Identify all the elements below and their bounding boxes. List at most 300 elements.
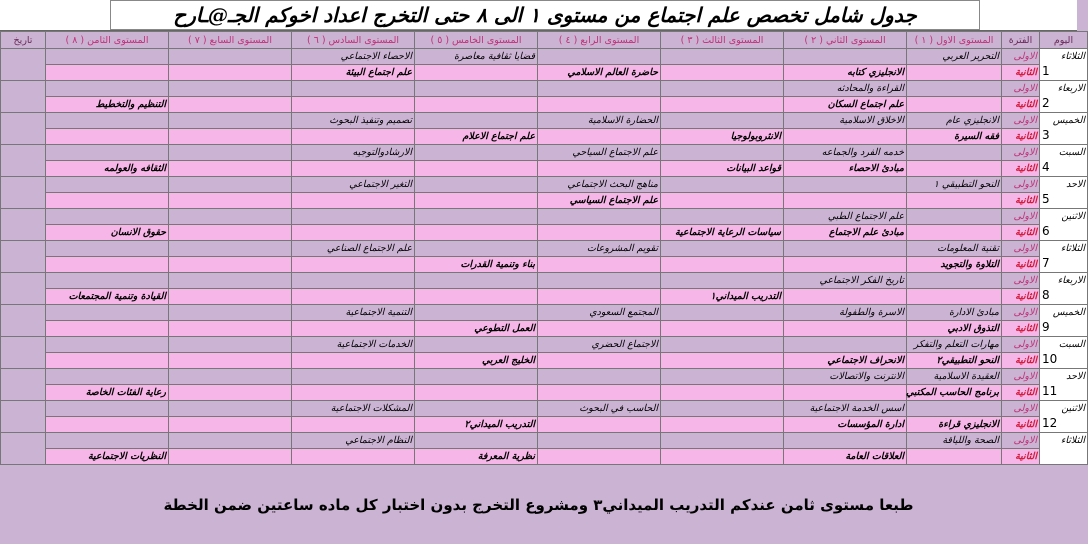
course-cell-level-7: [169, 449, 292, 465]
course-cell-level-2: القراءة والمحادثه: [784, 81, 907, 97]
course-cell-level-6: النظام الاجتماعي: [292, 433, 415, 449]
day-cell: [1040, 145, 1088, 177]
course-cell-level-8: [46, 273, 169, 289]
course-cell-level-3: [661, 257, 784, 273]
course-cell-level-7: [169, 337, 292, 353]
course-cell-level-8: [46, 337, 169, 353]
day-cell: [1040, 433, 1088, 465]
course-cell-level-7: [169, 65, 292, 81]
schedule-row: [1, 49, 1088, 65]
course-cell-level-1: النحو التطبيقي٢: [907, 353, 1002, 369]
course-cell-level-4: [538, 385, 661, 401]
course-cell-level-4: [538, 321, 661, 337]
day-cell: [1040, 81, 1088, 113]
course-cell-level-7: [169, 209, 292, 225]
course-cell-level-1: [907, 81, 1002, 97]
course-cell-level-7: [169, 257, 292, 273]
course-cell-level-2: [784, 321, 907, 337]
course-cell-level-2: الانجليزي كتابه: [784, 65, 907, 81]
course-cell-level-7: [169, 113, 292, 129]
course-cell-level-2: اسس الخدمة الاجتماعية: [784, 401, 907, 417]
course-cell-level-2: [784, 129, 907, 145]
course-cell-level-6: الخدمات الاجتماعية: [292, 337, 415, 353]
course-cell-level-5: التدريب الميداني٢: [415, 417, 538, 433]
course-cell-level-6: [292, 129, 415, 145]
schedule-row: [1, 193, 1088, 209]
day-number: 9: [1042, 320, 1050, 334]
schedule-row: [1, 321, 1088, 337]
course-cell-level-1: فقه السيرة: [907, 129, 1002, 145]
course-cell-level-1: الصحة واللياقة: [907, 433, 1002, 449]
schedule-row: [1, 65, 1088, 81]
course-cell-level-4: [538, 225, 661, 241]
period-first: الاولى: [1002, 81, 1040, 97]
period-second: الثانية: [1002, 289, 1040, 305]
course-cell-level-5: علم اجتماع الاعلام: [415, 129, 538, 145]
date-cell: [1, 273, 46, 305]
date-cell: [1, 337, 46, 369]
course-cell-level-1: برنامج الحاسب المكتبي: [907, 385, 1002, 401]
course-cell-level-2: [784, 49, 907, 65]
course-cell-level-3: [661, 369, 784, 385]
header-date: تاريخ: [1, 32, 46, 49]
course-cell-level-1: [907, 225, 1002, 241]
course-cell-level-6: [292, 321, 415, 337]
period-first: الاولى: [1002, 145, 1040, 161]
course-cell-level-2: الاسرة والطفولة: [784, 305, 907, 321]
course-cell-level-5: [415, 65, 538, 81]
period-second: الثانية: [1002, 449, 1040, 465]
schedule-row: [1, 177, 1088, 193]
course-cell-level-6: الارشادوالتوجيه: [292, 145, 415, 161]
day-number: 1: [1042, 64, 1050, 78]
course-cell-level-7: [169, 129, 292, 145]
course-cell-level-5: نظرية المعرفة: [415, 449, 538, 465]
course-cell-level-7: [169, 97, 292, 113]
course-cell-level-8: النظريات الاجتماعية: [46, 449, 169, 465]
course-cell-level-6: [292, 417, 415, 433]
course-cell-level-5: [415, 113, 538, 129]
course-cell-level-2: مبادئ علم الاجتماع: [784, 225, 907, 241]
course-cell-level-6: [292, 81, 415, 97]
course-cell-level-4: [538, 49, 661, 65]
course-cell-level-3: [661, 49, 784, 65]
day-name: الاثنين: [1061, 403, 1085, 414]
course-cell-level-1: [907, 161, 1002, 177]
course-cell-level-3: [661, 337, 784, 353]
day-cell: [1040, 337, 1088, 369]
course-cell-level-8: [46, 49, 169, 65]
course-cell-level-4: [538, 273, 661, 289]
course-cell-level-3: [661, 193, 784, 209]
date-cell: [1, 369, 46, 401]
period-first: الاولى: [1002, 177, 1040, 193]
period-first: الاولى: [1002, 273, 1040, 289]
schedule-row: [1, 97, 1088, 113]
course-cell-level-5: [415, 97, 538, 113]
day-cell: [1040, 369, 1088, 401]
course-cell-level-2: [784, 241, 907, 257]
schedule-row: [1, 113, 1088, 129]
course-cell-level-4: [538, 257, 661, 273]
course-cell-level-7: [169, 321, 292, 337]
course-cell-level-4: الحضارة الاسلامية: [538, 113, 661, 129]
header-row: [1, 32, 1088, 49]
course-cell-level-3: التدريب الميداني١: [661, 289, 784, 305]
course-cell-level-7: [169, 401, 292, 417]
course-cell-level-6: [292, 369, 415, 385]
course-cell-level-4: الاجتماع الحضري: [538, 337, 661, 353]
period-second: الثانية: [1002, 225, 1040, 241]
date-cell: [1, 305, 46, 337]
course-cell-level-3: [661, 321, 784, 337]
course-cell-level-2: [784, 433, 907, 449]
day-name: الخميس: [1052, 115, 1085, 126]
period-second: الثانية: [1002, 321, 1040, 337]
period-second: الثانية: [1002, 417, 1040, 433]
course-cell-level-1: [907, 209, 1002, 225]
course-cell-level-5: [415, 273, 538, 289]
course-cell-level-7: [169, 241, 292, 257]
day-number: 8: [1042, 288, 1050, 302]
course-cell-level-6: [292, 97, 415, 113]
footer-note: طبعا مستوى ثامن عندكم التدريب الميداني٣ ومشروع التخرج بدون اختبار كل ماده ساعتين ضمن الخطة: [163, 496, 914, 514]
period-second: الثانية: [1002, 65, 1040, 81]
course-cell-level-2: [784, 289, 907, 305]
course-cell-level-4: علم الاجتماع السياحي: [538, 145, 661, 161]
course-cell-level-1: [907, 193, 1002, 209]
course-cell-level-2: الانترنت والاتصالات: [784, 369, 907, 385]
header-day: اليوم: [1040, 32, 1088, 49]
course-cell-level-3: سياسات الرعاية الاجتماعية: [661, 225, 784, 241]
course-cell-level-7: [169, 161, 292, 177]
course-cell-level-7: [169, 433, 292, 449]
course-cell-level-5: العمل التطوعي: [415, 321, 538, 337]
course-cell-level-1: التذوق الادبي: [907, 321, 1002, 337]
date-cell: [1, 49, 46, 81]
course-cell-level-6: [292, 161, 415, 177]
course-cell-level-1: التلاوة والتجويد: [907, 257, 1002, 273]
period-first: الاولى: [1002, 305, 1040, 321]
schedule-row: [1, 209, 1088, 225]
period-second: الثانية: [1002, 257, 1040, 273]
course-cell-level-6: [292, 385, 415, 401]
day-cell: [1040, 241, 1088, 273]
header-level-2: المستوى الثاني ( ٢ ): [784, 32, 907, 49]
course-cell-level-5: [415, 401, 538, 417]
day-name: الثلاثاء: [1060, 51, 1085, 62]
day-name: الاثنين: [1061, 211, 1085, 222]
course-cell-level-6: [292, 209, 415, 225]
course-cell-level-3: قواعد البيانات: [661, 161, 784, 177]
day-cell: [1040, 49, 1088, 81]
date-cell: [1, 177, 46, 209]
course-cell-level-5: قضايا ثقافية معاصرة: [415, 49, 538, 65]
day-name: الاحد: [1066, 179, 1085, 190]
course-cell-level-8: [46, 433, 169, 449]
course-cell-level-5: [415, 369, 538, 385]
course-cell-level-4: [538, 289, 661, 305]
course-cell-level-2: [784, 177, 907, 193]
course-cell-level-7: [169, 289, 292, 305]
course-cell-level-4: المجتمع السعودي: [538, 305, 661, 321]
course-cell-level-5: [415, 305, 538, 321]
course-cell-level-4: [538, 129, 661, 145]
schedule-row: [1, 225, 1088, 241]
course-cell-level-8: [46, 417, 169, 433]
course-cell-level-4: حاضرة العالم الاسلامي: [538, 65, 661, 81]
course-cell-level-2: الانحراف الاجتماعي: [784, 353, 907, 369]
day-number: 12: [1042, 416, 1058, 430]
schedule-row: [1, 241, 1088, 257]
course-cell-level-5: [415, 433, 538, 449]
course-cell-level-7: [169, 177, 292, 193]
course-cell-level-2: علم الاجتماع الطبي: [784, 209, 907, 225]
header-level-3: المستوى الثالث ( ٣ ): [661, 32, 784, 49]
course-cell-level-7: [169, 273, 292, 289]
course-cell-level-6: [292, 353, 415, 369]
course-cell-level-8: [46, 177, 169, 193]
period-first: الاولى: [1002, 241, 1040, 257]
day-number: 6: [1042, 224, 1050, 238]
course-cell-level-1: [907, 289, 1002, 305]
course-cell-level-8: الثقافه والعولمه: [46, 161, 169, 177]
day-number: 10: [1042, 352, 1058, 366]
schedule-row: [1, 273, 1088, 289]
schedule-row: [1, 289, 1088, 305]
day-name: الاربعاء: [1057, 83, 1085, 94]
period-second: الثانية: [1002, 161, 1040, 177]
course-cell-level-6: التنمية الاجتماعية: [292, 305, 415, 321]
schedule-row: [1, 417, 1088, 433]
course-cell-level-3: الانثروبولوجيا: [661, 129, 784, 145]
course-cell-level-3: [661, 385, 784, 401]
course-cell-level-1: مبادئ الادارة: [907, 305, 1002, 321]
course-cell-level-6: الاحصاء الاجتماعي: [292, 49, 415, 65]
course-cell-level-4: علم الاجتماع السياسي: [538, 193, 661, 209]
course-cell-level-5: [415, 225, 538, 241]
period-second: الثانية: [1002, 129, 1040, 145]
course-cell-level-4: [538, 81, 661, 97]
day-number: 3: [1042, 128, 1050, 142]
schedule-row: [1, 161, 1088, 177]
course-cell-level-8: التنظيم والتخطيط: [46, 97, 169, 113]
day-name: الخميس: [1052, 307, 1085, 318]
course-cell-level-7: [169, 417, 292, 433]
date-cell: [1, 433, 46, 465]
day-name: الاربعاء: [1057, 275, 1085, 286]
course-cell-level-8: [46, 145, 169, 161]
course-cell-level-8: [46, 209, 169, 225]
course-cell-level-5: [415, 385, 538, 401]
course-cell-level-4: [538, 161, 661, 177]
course-cell-level-8: [46, 369, 169, 385]
header-level-7: المستوى السابع ( ٧ ): [169, 32, 292, 49]
date-cell: [1, 113, 46, 145]
course-cell-level-3: [661, 97, 784, 113]
course-cell-level-1: [907, 273, 1002, 289]
period-second: الثانية: [1002, 385, 1040, 401]
course-cell-level-1: تقنية المعلومات: [907, 241, 1002, 257]
period-second: الثانية: [1002, 353, 1040, 369]
course-cell-level-8: [46, 113, 169, 129]
day-cell: [1040, 209, 1088, 241]
course-cell-level-5: الخليج العربي: [415, 353, 538, 369]
course-cell-level-6: [292, 273, 415, 289]
page-title: جدول شامل تخصص علم اجتماع من مستوى ١ الى ٨ حتى التخرج اعداد اخوكم الجـ@ـارح: [173, 3, 917, 27]
course-cell-level-2: تاريخ الفكر الاجتماعي: [784, 273, 907, 289]
schedule-body: [1, 49, 1088, 465]
course-cell-level-5: [415, 161, 538, 177]
schedule-row: [1, 433, 1088, 449]
course-cell-level-3: [661, 113, 784, 129]
course-cell-level-6: [292, 193, 415, 209]
course-cell-level-4: [538, 97, 661, 113]
course-cell-level-8: القيادة وتنمية المجتمعات: [46, 289, 169, 305]
course-cell-level-6: علم اجتماع البيئة: [292, 65, 415, 81]
course-cell-level-7: [169, 193, 292, 209]
header-level-1: المستوى الاول ( ١ ): [907, 32, 1002, 49]
date-cell: [1, 209, 46, 241]
course-cell-level-8: [46, 193, 169, 209]
course-cell-level-3: [661, 433, 784, 449]
course-cell-level-2: علم اجتماع السكان: [784, 97, 907, 113]
course-cell-level-7: [169, 49, 292, 65]
header-level-5: المستوى الخامس ( ٥ ): [415, 32, 538, 49]
schedule-row: [1, 353, 1088, 369]
schedule-row: [1, 401, 1088, 417]
day-name: السبت: [1058, 339, 1085, 350]
period-first: الاولى: [1002, 369, 1040, 385]
period-first: الاولى: [1002, 337, 1040, 353]
day-name: الاحد: [1066, 371, 1085, 382]
day-cell: [1040, 177, 1088, 209]
course-cell-level-6: [292, 449, 415, 465]
course-cell-level-8: [46, 65, 169, 81]
footer: [0, 490, 1077, 544]
course-cell-level-1: [907, 97, 1002, 113]
course-cell-level-6: علم الاجتماع الصناعي: [292, 241, 415, 257]
course-cell-level-3: [661, 401, 784, 417]
course-cell-level-1: التحرير العربي: [907, 49, 1002, 65]
course-cell-level-6: التغير الاجتماعي: [292, 177, 415, 193]
course-cell-level-8: [46, 81, 169, 97]
course-cell-level-5: [415, 241, 538, 257]
course-cell-level-8: [46, 305, 169, 321]
course-cell-level-8: [46, 321, 169, 337]
day-number: 4: [1042, 160, 1050, 174]
course-cell-level-1: مهارات التعلم والتفكر: [907, 337, 1002, 353]
course-cell-level-3: [661, 65, 784, 81]
course-cell-level-5: [415, 81, 538, 97]
schedule-row: [1, 257, 1088, 273]
course-cell-level-1: النحو التطبيقي ١: [907, 177, 1002, 193]
course-cell-level-7: [169, 305, 292, 321]
day-name: الثلاثاء: [1060, 435, 1085, 446]
header-level-4: المستوى الرابع ( ٤ ): [538, 32, 661, 49]
day-cell: [1040, 401, 1088, 433]
date-cell: [1, 241, 46, 273]
period-first: الاولى: [1002, 209, 1040, 225]
course-cell-level-8: [46, 241, 169, 257]
schedule-row: [1, 369, 1088, 385]
course-cell-level-4: [538, 353, 661, 369]
course-cell-level-7: [169, 353, 292, 369]
course-cell-level-5: [415, 193, 538, 209]
course-cell-level-4: [538, 449, 661, 465]
course-cell-level-6: المشكلات الاجتماعية: [292, 401, 415, 417]
course-cell-level-5: [415, 337, 538, 353]
course-cell-level-6: [292, 289, 415, 305]
course-cell-level-2: مبادئ الاحصاء: [784, 161, 907, 177]
date-cell: [1, 145, 46, 177]
schedule-table: [0, 31, 1088, 465]
course-cell-level-5: [415, 145, 538, 161]
day-number: 7: [1042, 256, 1050, 270]
course-cell-level-2: العلاقات العامة: [784, 449, 907, 465]
title-box: [110, 0, 980, 30]
course-cell-level-8: [46, 129, 169, 145]
course-cell-level-5: بناء وتنمية القدرات: [415, 257, 538, 273]
course-cell-level-3: [661, 241, 784, 257]
schedule-row: [1, 385, 1088, 401]
header-level-6: المستوى السادس ( ٦ ): [292, 32, 415, 49]
schedule-row: [1, 145, 1088, 161]
course-cell-level-2: ادارة المؤسسات: [784, 417, 907, 433]
course-cell-level-7: [169, 145, 292, 161]
course-cell-level-8: [46, 401, 169, 417]
course-cell-level-8: حقوق الانسان: [46, 225, 169, 241]
course-cell-level-7: [169, 81, 292, 97]
course-cell-level-6: تصميم وتنفيذ البحوث: [292, 113, 415, 129]
period-second: الثانية: [1002, 97, 1040, 113]
day-cell: [1040, 305, 1088, 337]
schedule-row: [1, 305, 1088, 321]
course-cell-level-8: [46, 353, 169, 369]
date-cell: [1, 401, 46, 433]
schedule-row: [1, 449, 1088, 465]
day-cell: [1040, 113, 1088, 145]
day-number: 11: [1042, 384, 1058, 398]
course-cell-level-4: [538, 369, 661, 385]
course-cell-level-3: [661, 81, 784, 97]
course-cell-level-4: مناهج البحث الاجتماعي: [538, 177, 661, 193]
course-cell-level-7: [169, 369, 292, 385]
course-cell-level-7: [169, 385, 292, 401]
course-cell-level-2: [784, 385, 907, 401]
course-cell-level-3: [661, 417, 784, 433]
course-cell-level-3: [661, 305, 784, 321]
title-bar: [0, 0, 1077, 31]
course-cell-level-4: [538, 433, 661, 449]
course-cell-level-3: [661, 273, 784, 289]
course-cell-level-5: [415, 177, 538, 193]
course-cell-level-2: [784, 193, 907, 209]
course-cell-level-4: [538, 417, 661, 433]
date-cell: [1, 81, 46, 113]
course-cell-level-4: تقويم المشروعات: [538, 241, 661, 257]
course-cell-level-2: خدمه الفرد والجماعه: [784, 145, 907, 161]
course-cell-level-3: [661, 209, 784, 225]
period-second: الثانية: [1002, 193, 1040, 209]
course-cell-level-3: [661, 177, 784, 193]
course-cell-level-2: [784, 337, 907, 353]
header-period: الفترة: [1002, 32, 1040, 49]
period-first: الاولى: [1002, 113, 1040, 129]
course-cell-level-1: [907, 449, 1002, 465]
course-cell-level-1: [907, 145, 1002, 161]
day-number: 5: [1042, 192, 1050, 206]
